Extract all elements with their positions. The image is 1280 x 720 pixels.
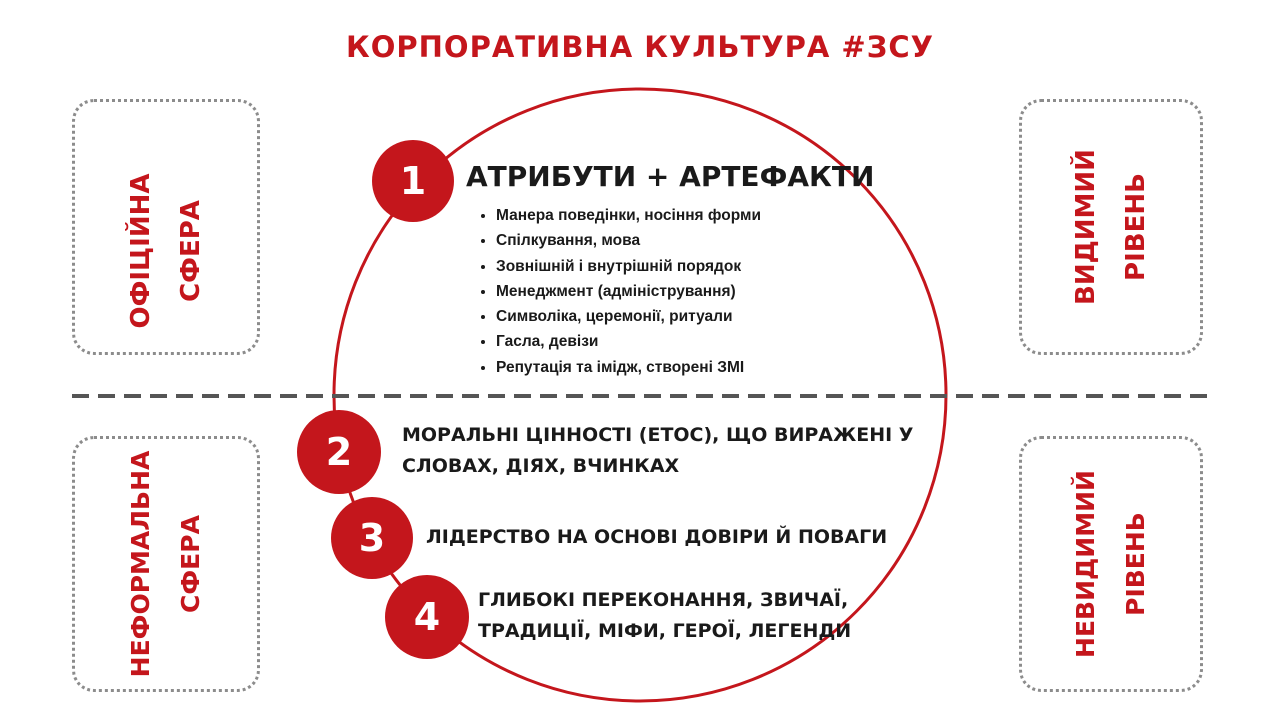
item-3-number: 3	[331, 497, 413, 579]
item-1-bullet-list	[478, 203, 761, 380]
page-title: КОРПОРАТИВНА КУЛЬТУРА #ЗСУ	[346, 30, 934, 64]
item-4-text	[478, 585, 851, 647]
informal-sphere-line1: НЕФОРМАЛЬНА	[126, 450, 155, 678]
item-1-heading: АТРИБУТИ + АРТЕФАКТИ	[466, 160, 875, 193]
official-sphere-line1: ОФІЦІЙНА	[126, 173, 156, 329]
item-4-number: 4	[385, 575, 469, 659]
list-item: • Репутація та імідж, створені ЗМІ	[496, 355, 761, 380]
item-2-line2: СЛОВАХ, ДІЯХ, ВЧИНКАХ	[402, 455, 680, 477]
item-4-line2: ТРАДИЦІЇ, МІФИ, ГЕРОЇ, ЛЕГЕНДИ	[478, 620, 852, 642]
invisible-level-line2: РІВЕНЬ	[1121, 512, 1150, 616]
informal-sphere-label	[116, 424, 216, 704]
visible-level-line1: ВИДИМИЙ	[1071, 149, 1101, 305]
item-2-line1: МОРАЛЬНІ ЦІННОСТІ (ЕТОС), ЩО ВИРАЖЕНІ У	[402, 424, 914, 446]
list-item: • Спілкування, мова	[496, 228, 761, 253]
official-sphere-label	[116, 121, 216, 381]
official-sphere-line2: СФЕРА	[176, 200, 206, 302]
informal-sphere-line2: СФЕРА	[176, 515, 205, 613]
list-item: • Манера поведінки, носіння форми	[496, 203, 761, 228]
item-2-number: 2	[297, 410, 381, 494]
item-2-text	[402, 420, 913, 482]
item-3-line1: ЛІДЕРСТВО НА ОСНОВІ ДОВІРИ Й ПОВАГИ	[426, 526, 888, 548]
item-4-line1: ГЛИБОКІ ПЕРЕКОНАННЯ, ЗВИЧАЇ,	[478, 589, 849, 611]
visible-level-line2: РІВЕНЬ	[1121, 173, 1151, 281]
list-item: • Менеджмент (адміністрування)	[496, 279, 761, 304]
list-item: • Символіка, церемонії, ритуали	[496, 304, 761, 329]
item-3-text	[426, 522, 887, 553]
visible-level-label	[1061, 97, 1161, 357]
list-item: • Зовнішній і внутрішній порядок	[496, 254, 761, 279]
item-1-number: 1	[372, 140, 454, 222]
invisible-level-label	[1061, 429, 1161, 699]
invisible-level-line1: НЕВИДИМИЙ	[1071, 470, 1100, 658]
list-item: • Гасла, девізи	[496, 329, 761, 354]
